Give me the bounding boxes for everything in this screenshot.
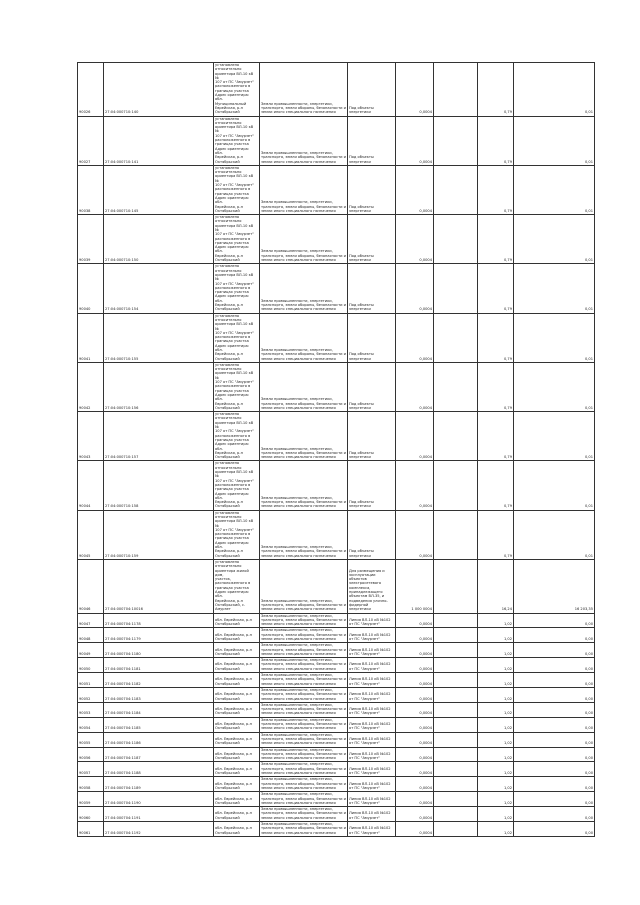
land-category-cell: Земли промышленности, энергетики, транспорта, земли обороны, безопасности и земли иного специального назначения <box>261 762 346 776</box>
tax-rate-cell: 1,02 <box>478 747 514 762</box>
land-category-cell: Земли промышленности, энергетики, транспорта, земли обороны, безопасности и земли иного специального назначения <box>261 687 346 701</box>
tax-rate-cell: 1,02 <box>478 673 514 688</box>
tax-rate-cell: 1,02 <box>478 807 514 822</box>
tax-rate-cell: 0,79 <box>478 412 514 461</box>
plot-id-cell: 90039 <box>78 215 104 264</box>
cadastral-number-cell: 27:04:000710:141 <box>104 116 214 165</box>
cadastral-value-cell <box>434 658 478 673</box>
area-cell: 0,0004 <box>396 747 434 762</box>
cadastral-number-cell: 27:04:000710:157 <box>104 412 214 461</box>
land-category-cell: Земли промышленности, энергетики, транспорта, земли обороны, безопасности и земли иного специального назначения <box>260 116 348 165</box>
table-row <box>78 165 595 214</box>
table-row <box>78 559 595 613</box>
location-cell: установлено относительно ориентира ВЛ-10 кВ № 107 от ПС "Амурзет" расположенного в границах участка Адрес ориентира: обл. Еврейская, р-н Октябрьский <box>214 165 260 214</box>
permitted-use-cell: Под объекты энергетики <box>348 63 396 117</box>
land-category-cell: Земли промышленности, энергетики, транспорта, земли обороны, безопасности и земли иного специального назначения <box>260 313 348 362</box>
tax-amount-cell: 0,00 <box>514 702 595 717</box>
tax-amount-cell: 0,00 <box>514 613 595 628</box>
location-cell: установлено относительно ориентира ВЛ-10 кВ № 107 от ПС "Амурзет" расположенного в границах участка Адрес ориентира: обл. Еврейская, р-н Октябрьский <box>214 362 260 411</box>
tax-amount-cell: 0,00 <box>514 628 595 643</box>
tax-rate-cell: 1,02 <box>478 732 514 747</box>
area-cell: 0,0004 <box>396 821 434 836</box>
table-row <box>78 658 595 673</box>
table-row <box>78 510 595 559</box>
area-cell: 0,0004 <box>396 702 434 717</box>
cadastral-value-cell <box>434 762 478 777</box>
permitted-use-cell: Линия ВЛ-10 кВ №102 от ПС "Амурзет" <box>348 658 396 673</box>
cadastral-number-cell: 27:04:000704:1185 <box>104 717 214 732</box>
tax-rate-cell: 0,79 <box>478 461 514 510</box>
table-row <box>78 821 595 836</box>
cadastral-value-cell <box>434 821 478 836</box>
location-cell: обл. Еврейская, р-н Октябрьский <box>214 777 260 792</box>
plot-id-cell: 90043 <box>78 412 104 461</box>
plot-id-cell: 90056 <box>78 747 104 762</box>
area-cell: 0,0004 <box>396 673 434 688</box>
permitted-use-cell: Линия ВЛ-10 кВ №102 от ПС "Амурзет" <box>348 821 396 836</box>
location-cell: обл. Еврейская, р-н Октябрьский <box>214 792 260 807</box>
cadastral-number-cell: 27:04:000704:1183 <box>104 687 214 702</box>
location-cell: обл. Еврейская, р-н Октябрьский <box>214 687 260 702</box>
cadastral-value-cell <box>434 673 478 688</box>
permitted-use-cell: Для размещения и эксплуатации объектов электросетевого комплекса, принадлежащего объектам ВЛ-35, и подведения улично- фидерной энергетики <box>348 559 396 613</box>
area-cell: 0,0004 <box>396 792 434 807</box>
plot-id-cell: 90050 <box>78 658 104 673</box>
table-row <box>78 702 595 717</box>
cadastral-value-cell <box>434 777 478 792</box>
cadastral-number-cell: 27:04:000704:1184 <box>104 702 214 717</box>
area-cell: 0,0004 <box>396 628 434 643</box>
tax-rate-cell: 1,02 <box>478 658 514 673</box>
plot-id-cell: 90049 <box>78 643 104 658</box>
land-category-cell: Земли промышленности, энергетики, транспорта, земли обороны, безопасности и земли иного специального назначения <box>261 658 346 671</box>
plot-id-cell: 90044 <box>78 461 104 510</box>
cadastral-number-cell: 27:04:000704:10016 <box>104 559 214 613</box>
permitted-use-cell: Под объекты энергетики <box>348 165 396 214</box>
land-category-cell: Земли промышленности, энергетики, транспорта, земли обороны, безопасности и земли иного специального назначения <box>261 821 346 835</box>
land-category-cell: Земли промышленности, энергетики, транспорта, земли обороны, безопасности и земли иного специального назначения <box>261 747 346 761</box>
location-cell: установлено относительно ориентира жилой дом, участок, расположенного в границах участка Адрес ориентира: обл. Еврейская, р-н Октябрьский, с. Амурзет <box>214 559 260 613</box>
land-category-cell: Земли промышленности, энергетики, транспорта, земли обороны, безопасности и земли иного специального назначения <box>261 702 346 716</box>
cadastral-value-cell <box>434 412 478 461</box>
permitted-use-cell: Под объекты энергетики <box>348 461 396 510</box>
cadastral-value-cell <box>434 559 478 613</box>
plot-id-cell: 90047 <box>78 613 104 628</box>
land-category-cell: Земли промышленности, энергетики, транспорта, земли обороны, безопасности и земли иного специального назначения <box>261 732 346 746</box>
permitted-use-cell: Линия ВЛ-10 кВ №102 от ПС "Амурзет" <box>348 792 396 807</box>
cadastral-value-cell <box>434 792 478 807</box>
tax-rate-cell: 0,79 <box>478 165 514 214</box>
tax-amount-cell: 0,01 <box>514 215 595 264</box>
cadastral-number-cell: 27:04:000704:1179 <box>104 628 214 643</box>
tax-rate-cell: 0,79 <box>478 63 514 117</box>
plot-id-cell: 90040 <box>78 264 104 313</box>
cadastral-number-cell: 27:04:000704:1191 <box>104 807 214 822</box>
location-cell: установлено относительно ориентира ВЛ-10 кВ № 107 от ПС "Амурзет" расположенного в границах участка Адрес ориентира: обл. Еврейская, р-н Октябрьский <box>214 264 260 313</box>
land-category-cell: Земли промышленности, энергетики, транспорта, земли обороны, безопасности и земли иного специального назначения <box>260 461 348 510</box>
land-category-cell: Земли промышленности, энергетики, транспорта, земли обороны, безопасности и земли иного специального назначения <box>261 643 346 656</box>
cadastral-value-cell <box>434 687 478 702</box>
cadastral-number-cell: 27:04:000704:1187 <box>104 747 214 762</box>
tax-rate-cell: 1,02 <box>478 687 514 702</box>
land-category-cell: Земли промышленности, энергетики, транспорта, земли обороны, безопасности и земли иного специального назначения <box>261 777 346 790</box>
tax-rate-cell: 1,02 <box>478 613 514 628</box>
cadastral-value-cell <box>434 717 478 732</box>
land-category-cell: Земли промышленности, энергетики, транспорта, земли обороны, безопасности и земли иного специального назначения <box>261 628 346 641</box>
location-cell: обл. Еврейская, р-н Октябрьский <box>214 732 260 747</box>
cadastral-number-cell: 27:04:000710:159 <box>104 510 214 559</box>
land-category-cell: Земли промышленности, энергетики, транспорта, земли обороны, безопасности и земли иного специального назначения <box>261 717 346 731</box>
cadastral-value-cell <box>434 264 478 313</box>
location-cell: обл. Еврейская, р-н Октябрьский <box>214 658 260 673</box>
area-cell: 0,0004 <box>396 687 434 702</box>
tax-amount-cell: 0,00 <box>514 777 595 792</box>
cadastral-value-cell <box>434 63 478 117</box>
location-cell: обл. Еврейская, р-н Октябрьский <box>214 807 260 822</box>
tax-rate-cell: 0,79 <box>478 362 514 411</box>
table-row <box>78 116 595 165</box>
area-cell: 0,0004 <box>396 362 434 411</box>
table-row <box>78 412 595 461</box>
area-cell: 0,0004 <box>396 461 434 510</box>
table-row <box>78 264 595 313</box>
area-cell: 0,0004 <box>396 658 434 673</box>
plot-id-cell: 90059 <box>78 792 104 807</box>
cadastral-number-cell: 27:04:000710:145 <box>104 165 214 214</box>
plot-id-cell: 90027 <box>78 116 104 165</box>
plot-id-cell: 90058 <box>78 777 104 792</box>
permitted-use-cell: Линия ВЛ-10 кВ №102 от ПС "Амурзет" <box>348 747 396 762</box>
tax-amount-cell: 0,01 <box>514 313 595 362</box>
cadastral-value-cell <box>434 362 478 411</box>
tax-rate-cell: 1,02 <box>478 717 514 732</box>
plot-id-cell: 90053 <box>78 702 104 717</box>
permitted-use-cell: Под объекты энергетики <box>348 215 396 264</box>
plot-id-cell: 90061 <box>78 821 104 836</box>
cadastral-number-cell: 27:04:000704:1189 <box>104 777 214 792</box>
permitted-use-cell: Линия ВЛ-10 кВ №102 от ПС "Амурзет" <box>348 643 396 658</box>
area-cell: 0,0004 <box>396 777 434 792</box>
location-cell: установлено относительно ориентира ВЛ-10 кВ № 107 от ПС "Амурзет" расположенного в границах участка Адрес ориентира: обл. Еврейская, р-н Октябрьский <box>214 412 260 461</box>
area-cell: 0,0004 <box>396 264 434 313</box>
tax-amount-cell: 0,00 <box>514 643 595 658</box>
cadastral-number-cell: 27:04:000710:158 <box>104 461 214 510</box>
cadastral-number-cell: 27:04:000704:1178 <box>104 613 214 628</box>
permitted-use-cell: Под объекты энергетики <box>348 412 396 461</box>
land-category-cell: Земли промышленности, энергетики, транспорта, земли обороны, безопасности и земли иного специального назначения <box>260 559 348 613</box>
plot-id-cell: 90057 <box>78 762 104 777</box>
cadastral-number-cell: 27:04:000710:156 <box>104 362 214 411</box>
plot-id-cell: 90026 <box>78 63 104 117</box>
land-category-cell: Земли промышленности, энергетики, транспорта, земли обороны, безопасности и земли иного специального назначения <box>261 613 346 627</box>
permitted-use-cell: Линия ВЛ-10 кВ №102 от ПС "Амурзет" <box>348 628 396 643</box>
tax-amount-cell: 0,00 <box>514 717 595 732</box>
table-row <box>78 215 595 264</box>
location-cell: обл. Еврейская, р-н Октябрьский <box>214 717 260 732</box>
cadastral-value-cell <box>434 807 478 822</box>
cadastral-value-cell <box>434 643 478 658</box>
area-cell: 0,0004 <box>396 613 434 628</box>
cadastral-number-cell: 27:04:000710:140 <box>104 63 214 117</box>
tax-amount-cell: 16 203,35 <box>514 559 595 613</box>
location-cell: обл. Еврейская, р-н Октябрьский <box>214 673 260 688</box>
cadastral-number-cell: 27:04:000710:154 <box>104 264 214 313</box>
tax-amount-cell: 0,00 <box>514 821 595 836</box>
tax-amount-cell: 0,01 <box>514 165 595 214</box>
permitted-use-cell: Под объекты энергетики <box>348 116 396 165</box>
table-row <box>78 313 595 362</box>
table-row <box>78 732 595 747</box>
cadastral-number-cell: 27:04:000704:1186 <box>104 732 214 747</box>
plot-id-cell: 90046 <box>78 559 104 613</box>
cadastral-value-cell <box>434 165 478 214</box>
permitted-use-cell: Под объекты энергетики <box>348 510 396 559</box>
land-category-cell: Земли промышленности, энергетики, транспорта, земли обороны, безопасности и земли иного специального назначения <box>260 510 348 559</box>
land-category-cell: Земли промышленности, энергетики, транспорта, земли обороны, безопасности и земли иного специального назначения <box>260 215 348 264</box>
tax-amount-cell: 0,00 <box>514 762 595 777</box>
tax-amount-cell: 0,01 <box>514 412 595 461</box>
location-cell: обл. Еврейская, р-н Октябрьский <box>214 821 260 836</box>
tax-amount-cell: 0,00 <box>514 673 595 688</box>
permitted-use-cell: Линия ВЛ-10 кВ №102 от ПС "Амурзет" <box>348 807 396 822</box>
cadastral-number-cell: 27:04:000704:1190 <box>104 792 214 807</box>
plot-id-cell: 90042 <box>78 362 104 411</box>
cadastral-value-cell <box>434 215 478 264</box>
land-plots-table <box>77 62 595 837</box>
location-cell: обл. Еврейская, р-н Октябрьский <box>214 613 260 628</box>
land-category-cell: Земли промышленности, энергетики, транспорта, земли обороны, безопасности и земли иного специального назначения <box>261 807 346 820</box>
location-cell: установлено относительно ориентира ВЛ-10 кВ № 107 от ПС "Амурзет" расположенного в границах участка Адрес ориентира: обл. Еврейская, р-н Октябрьский <box>214 461 260 510</box>
tax-amount-cell: 0,00 <box>514 792 595 807</box>
tax-rate-cell: 1,02 <box>478 643 514 658</box>
location-cell: обл. Еврейская, р-н Октябрьский <box>214 702 260 717</box>
tax-amount-cell: 0,01 <box>514 264 595 313</box>
cadastral-value-cell <box>434 613 478 628</box>
tax-amount-cell: 0,01 <box>514 362 595 411</box>
plot-id-cell: 90054 <box>78 717 104 732</box>
permitted-use-cell: Линия ВЛ-10 кВ №102 от ПС "Амурзет" <box>348 762 396 777</box>
permitted-use-cell: Линия ВЛ-10 кВ №102 от ПС "Амурзет" <box>348 732 396 747</box>
tax-amount-cell: 0,00 <box>514 732 595 747</box>
table-row <box>78 613 595 628</box>
area-cell: 0,0004 <box>396 807 434 822</box>
area-cell: 0,0004 <box>396 510 434 559</box>
area-cell: 0,0004 <box>396 412 434 461</box>
cadastral-value-cell <box>434 461 478 510</box>
cadastral-number-cell: 27:04:000710:150 <box>104 215 214 264</box>
land-category-cell: Земли промышленности, энергетики, транспорта, земли обороны, безопасности и земли иного специального назначения <box>261 792 346 805</box>
plot-id-cell: 90052 <box>78 687 104 702</box>
plot-id-cell: 90060 <box>78 807 104 822</box>
cadastral-value-cell <box>434 313 478 362</box>
table-row <box>78 807 595 822</box>
plot-id-cell: 90051 <box>78 673 104 688</box>
cadastral-number-cell: 27:04:000704:1181 <box>104 658 214 673</box>
tax-rate-cell: 1,02 <box>478 762 514 777</box>
location-cell: установлено относительно ориентира ВЛ-10 кВ № 107 от ПС "Амурзет" расположенного в границах участка Адрес ориентира: обл. Муниципальный Еврейская, р-н Октябрьский <box>214 63 260 117</box>
plot-id-cell: 90055 <box>78 732 104 747</box>
location-cell: установлено относительно ориентира ВЛ-10 кВ № 107 от ПС "Амурзет" расположенного в границах участка Адрес ориентира: обл. Еврейская, р-н Октябрьский <box>214 215 260 264</box>
permitted-use-cell: Линия ВЛ-10 кВ №102 от ПС "Амурзет" <box>348 613 396 628</box>
location-cell: обл. Еврейская, р-н Октябрьский <box>214 643 260 658</box>
tax-rate-cell: 1,02 <box>478 821 514 836</box>
table-row <box>78 461 595 510</box>
area-cell: 0,0004 <box>396 116 434 165</box>
table-row <box>78 628 595 643</box>
tax-amount-cell: 0,00 <box>514 807 595 822</box>
tax-amount-cell: 0,01 <box>514 510 595 559</box>
table-row <box>78 673 595 688</box>
table-row <box>78 63 595 117</box>
location-cell: обл. Еврейская, р-н Октябрьский <box>214 762 260 777</box>
permitted-use-cell: Линия ВЛ-10 кВ №102 от ПС "Амурзет" <box>348 702 396 717</box>
location-cell: обл. Еврейская, р-н Октябрьский <box>214 628 260 643</box>
tax-amount-cell: 0,01 <box>514 461 595 510</box>
area-cell: 0,0004 <box>396 643 434 658</box>
cadastral-number-cell: 27:04:000704:1180 <box>104 643 214 658</box>
tax-rate-cell: 16,24 <box>478 559 514 613</box>
tax-rate-cell: 0,79 <box>478 116 514 165</box>
area-cell: 0,0004 <box>396 215 434 264</box>
area-cell: 0,0004 <box>396 165 434 214</box>
tax-rate-cell: 0,79 <box>478 264 514 313</box>
location-cell: установлено относительно ориентира ВЛ-10 кВ № 107 от ПС "Амурзет" расположенного в границах участка Адрес ориентира: обл. Еврейская, р-н Октябрьский <box>214 510 260 559</box>
plot-id-cell: 90038 <box>78 165 104 214</box>
table-row <box>78 762 595 777</box>
permitted-use-cell: Под объекты энергетики <box>348 264 396 313</box>
land-category-cell: Земли промышленности, энергетики, транспорта, земли обороны, безопасности и земли иного специального назначения <box>260 362 348 411</box>
land-category-cell: Земли промышленности, энергетики, транспорта, земли обороны, безопасности и земли иного специального назначения <box>260 412 348 461</box>
permitted-use-cell: Линия ВЛ-10 кВ №102 от ПС "Амурзет" <box>348 777 396 792</box>
tax-rate-cell: 0,79 <box>478 510 514 559</box>
location-cell: обл. Еврейская, р-н Октябрьский <box>214 747 260 762</box>
tax-rate-cell: 1,02 <box>478 628 514 643</box>
table-row <box>78 717 595 732</box>
tax-rate-cell: 1,02 <box>478 777 514 792</box>
tax-rate-cell: 1,02 <box>478 792 514 807</box>
tax-amount-cell: 0,01 <box>514 116 595 165</box>
cadastral-value-cell <box>434 116 478 165</box>
tax-amount-cell: 0,00 <box>514 747 595 762</box>
plot-id-cell: 90045 <box>78 510 104 559</box>
cadastral-number-cell: 27:04:000704:1192 <box>104 821 214 836</box>
table-row <box>78 687 595 702</box>
area-cell: 0,0004 <box>396 63 434 117</box>
permitted-use-cell: Линия ВЛ-10 кВ №102 от ПС "Амурзет" <box>348 717 396 732</box>
plot-id-cell: 90041 <box>78 313 104 362</box>
cadastral-value-cell <box>434 510 478 559</box>
cadastral-value-cell <box>434 747 478 762</box>
table-row <box>78 792 595 807</box>
table-row <box>78 747 595 762</box>
table-row <box>78 777 595 792</box>
tax-amount-cell: 0,00 <box>514 658 595 673</box>
area-cell: 1 000 0004 <box>396 559 434 613</box>
permitted-use-cell: Под объекты энергетики <box>348 313 396 362</box>
location-cell: установлено относительно ориентира ВЛ-10 кВ № 107 от ПС "Амурзет" расположенного в границах участка Адрес ориентира: обл. Еврейская, р-н Октябрьский <box>214 116 260 165</box>
table-body <box>78 63 595 837</box>
land-category-cell: Земли промышленности, энергетики, транспорта, земли обороны, безопасности и земли иного специального назначения <box>261 673 346 686</box>
tax-rate-cell: 1,02 <box>478 702 514 717</box>
tax-amount-cell: 0,01 <box>514 63 595 117</box>
table-row <box>78 643 595 658</box>
plot-id-cell: 90048 <box>78 628 104 643</box>
cadastral-value-cell <box>434 732 478 747</box>
land-category-cell: Земли промышленности, энергетики, транспорта, земли обороны, безопасности и земли иного специального назначения <box>260 264 348 313</box>
cadastral-number-cell: 27:04:000704:1188 <box>104 762 214 777</box>
area-cell: 0,0004 <box>396 313 434 362</box>
table-row <box>78 362 595 411</box>
cadastral-value-cell <box>434 628 478 643</box>
area-cell: 0,0004 <box>396 762 434 777</box>
permitted-use-cell: Линия ВЛ-10 кВ №102 от ПС "Амурзет" <box>348 687 396 702</box>
cadastral-value-cell <box>434 702 478 717</box>
location-cell: установлено относительно ориентира ВЛ-10 кВ № 107 от ПС "Амурзет" расположенного в границах участка Адрес ориентира: обл. Еврейская, р-н Октябрьский <box>214 313 260 362</box>
area-cell: 0,0004 <box>396 732 434 747</box>
tax-rate-cell: 0,79 <box>478 215 514 264</box>
tax-amount-cell: 0,00 <box>514 687 595 702</box>
cadastral-number-cell: 27:04:000704:1182 <box>104 673 214 688</box>
permitted-use-cell: Линия ВЛ-10 кВ №102 от ПС "Амурзет" <box>348 673 396 688</box>
permitted-use-cell: Под объекты энергетики <box>348 362 396 411</box>
tax-rate-cell: 0,79 <box>478 313 514 362</box>
land-category-cell: Земли промышленности, энергетики, транспорта, земли обороны, безопасности и земли иного специального назначения <box>260 63 348 117</box>
area-cell: 0,0004 <box>396 717 434 732</box>
land-category-cell: Земли промышленности, энергетики, транспорта, земли обороны, безопасности и земли иного специального назначения <box>260 165 348 214</box>
cadastral-number-cell: 27:04:000710:155 <box>104 313 214 362</box>
